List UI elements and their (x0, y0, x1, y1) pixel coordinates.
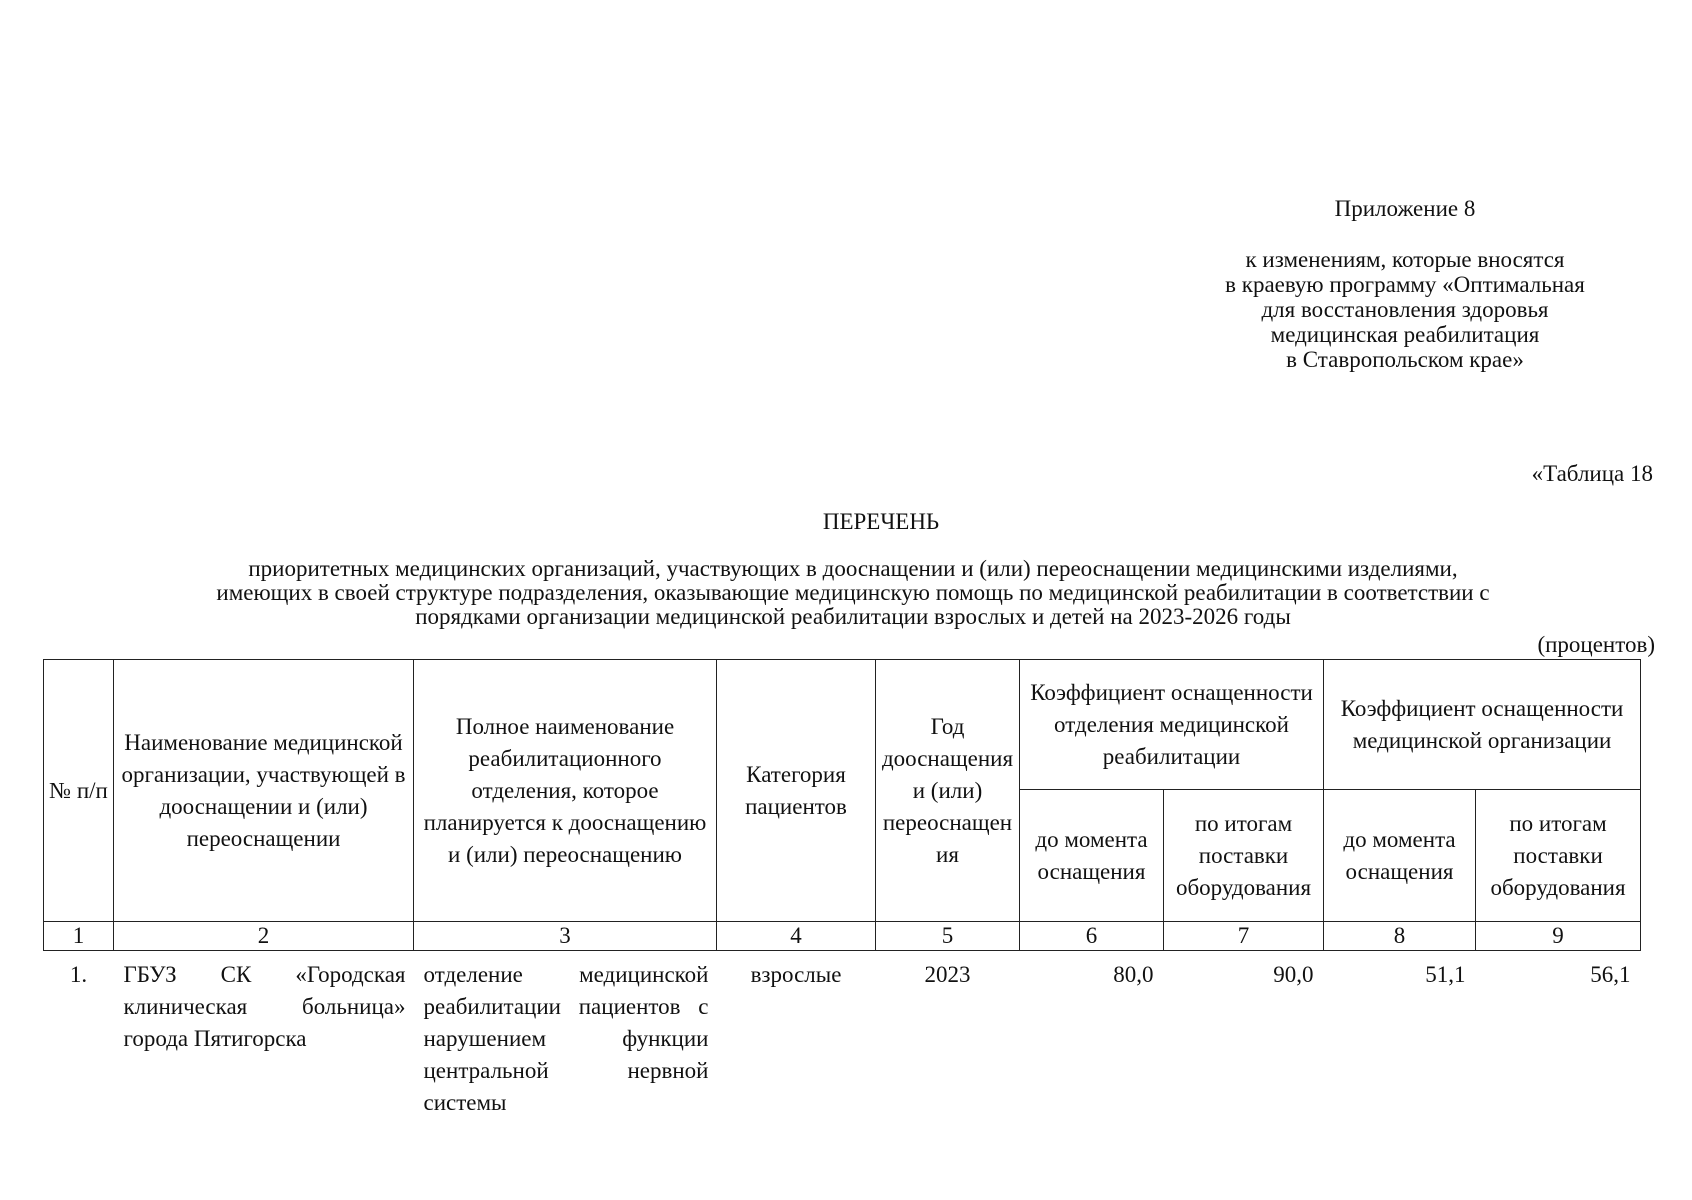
row-org-name: ГБУЗ СК «Городская клиническая больница» города Пятигорска (123, 962, 406, 1051)
column-number: 3 (414, 922, 717, 951)
column-number: 5 (876, 922, 1020, 951)
header-num: № п/п (44, 660, 114, 922)
column-number: 7 (1164, 922, 1324, 951)
column-number: 8 (1324, 922, 1476, 951)
row-dept-before: 80,0 (1113, 962, 1154, 987)
column-numbers-row (44, 922, 1641, 951)
appendix-title: Приложение 8 (1334, 196, 1476, 221)
appendix-line: к изменениям, которые вносятся (1245, 247, 1565, 272)
header-org-coefficient: Коэффициент оснащенности медицинской организации (1324, 660, 1641, 790)
row-dept-name: отделение медицинской реабилитации пациентов с нарушением функции центральной нервной системы (423, 962, 709, 1115)
row-year: 2023 (924, 962, 971, 987)
header-org-before: до момента оснащения (1324, 790, 1476, 922)
appendix-line: для восстановления здоровья (1261, 297, 1549, 322)
column-number: 4 (717, 922, 876, 951)
column-number: 1 (44, 922, 114, 951)
units-label: (процентов) (1537, 632, 1655, 657)
header-dept-name: Полное наименование реабилитационного отделения, которое планируется к дооснащению и (или) переоснащению (414, 660, 717, 922)
header-year: Год дооснащения и (или) переоснащения (876, 660, 1020, 922)
row-org-after: 56,1 (1590, 962, 1631, 987)
subtitle-line: имеющих в своей структуре подразделения, оказывающие медицинскую помощь по медицинской реабилитации в соответствии с (216, 580, 1490, 605)
document-title: ПЕРЕЧЕНЬ (822, 509, 940, 534)
appendix-line: в краевую программу «Оптимальная (1225, 272, 1585, 297)
row-org-before: 51,1 (1425, 962, 1466, 987)
appendix-description (1165, 247, 1645, 372)
row-num: 1. (69, 962, 88, 987)
header-dept-after: по итогам поставки оборудования (1164, 790, 1324, 922)
appendix-line: в Ставропольском крае» (1286, 347, 1524, 372)
appendix-line: медицинская реабилитация (1270, 322, 1540, 347)
header-category: Категория пациентов (717, 660, 876, 922)
column-number: 9 (1476, 922, 1641, 951)
row-dept-after: 90,0 (1273, 962, 1314, 987)
header-org-after: по итогам поставки оборудования (1476, 790, 1641, 922)
subtitle-line: приоритетных медицинских организаций, участвующих в дооснащении и (или) переоснащении медицинскими изделиями, (248, 556, 1458, 581)
table-row (44, 951, 1641, 1120)
subtitle-line: порядками организации медицинской реабилитации взрослых и детей на 2023-2026 годы (415, 604, 1291, 629)
column-number: 2 (114, 922, 414, 951)
header-dept-before: до момента оснащения (1020, 790, 1164, 922)
header-dept-coefficient: Коэффициент оснащенности отделения медицинской реабилитации (1020, 660, 1324, 790)
header-org-name: Наименование медицинской организации, участвующей в дооснащении и (или) переоснащении (114, 660, 414, 922)
organizations-table (43, 659, 1641, 1119)
column-number: 6 (1020, 922, 1164, 951)
document-subtitle (58, 557, 1648, 629)
row-category: взрослые (750, 962, 842, 987)
table-label: «Таблица 18 (1531, 461, 1653, 486)
